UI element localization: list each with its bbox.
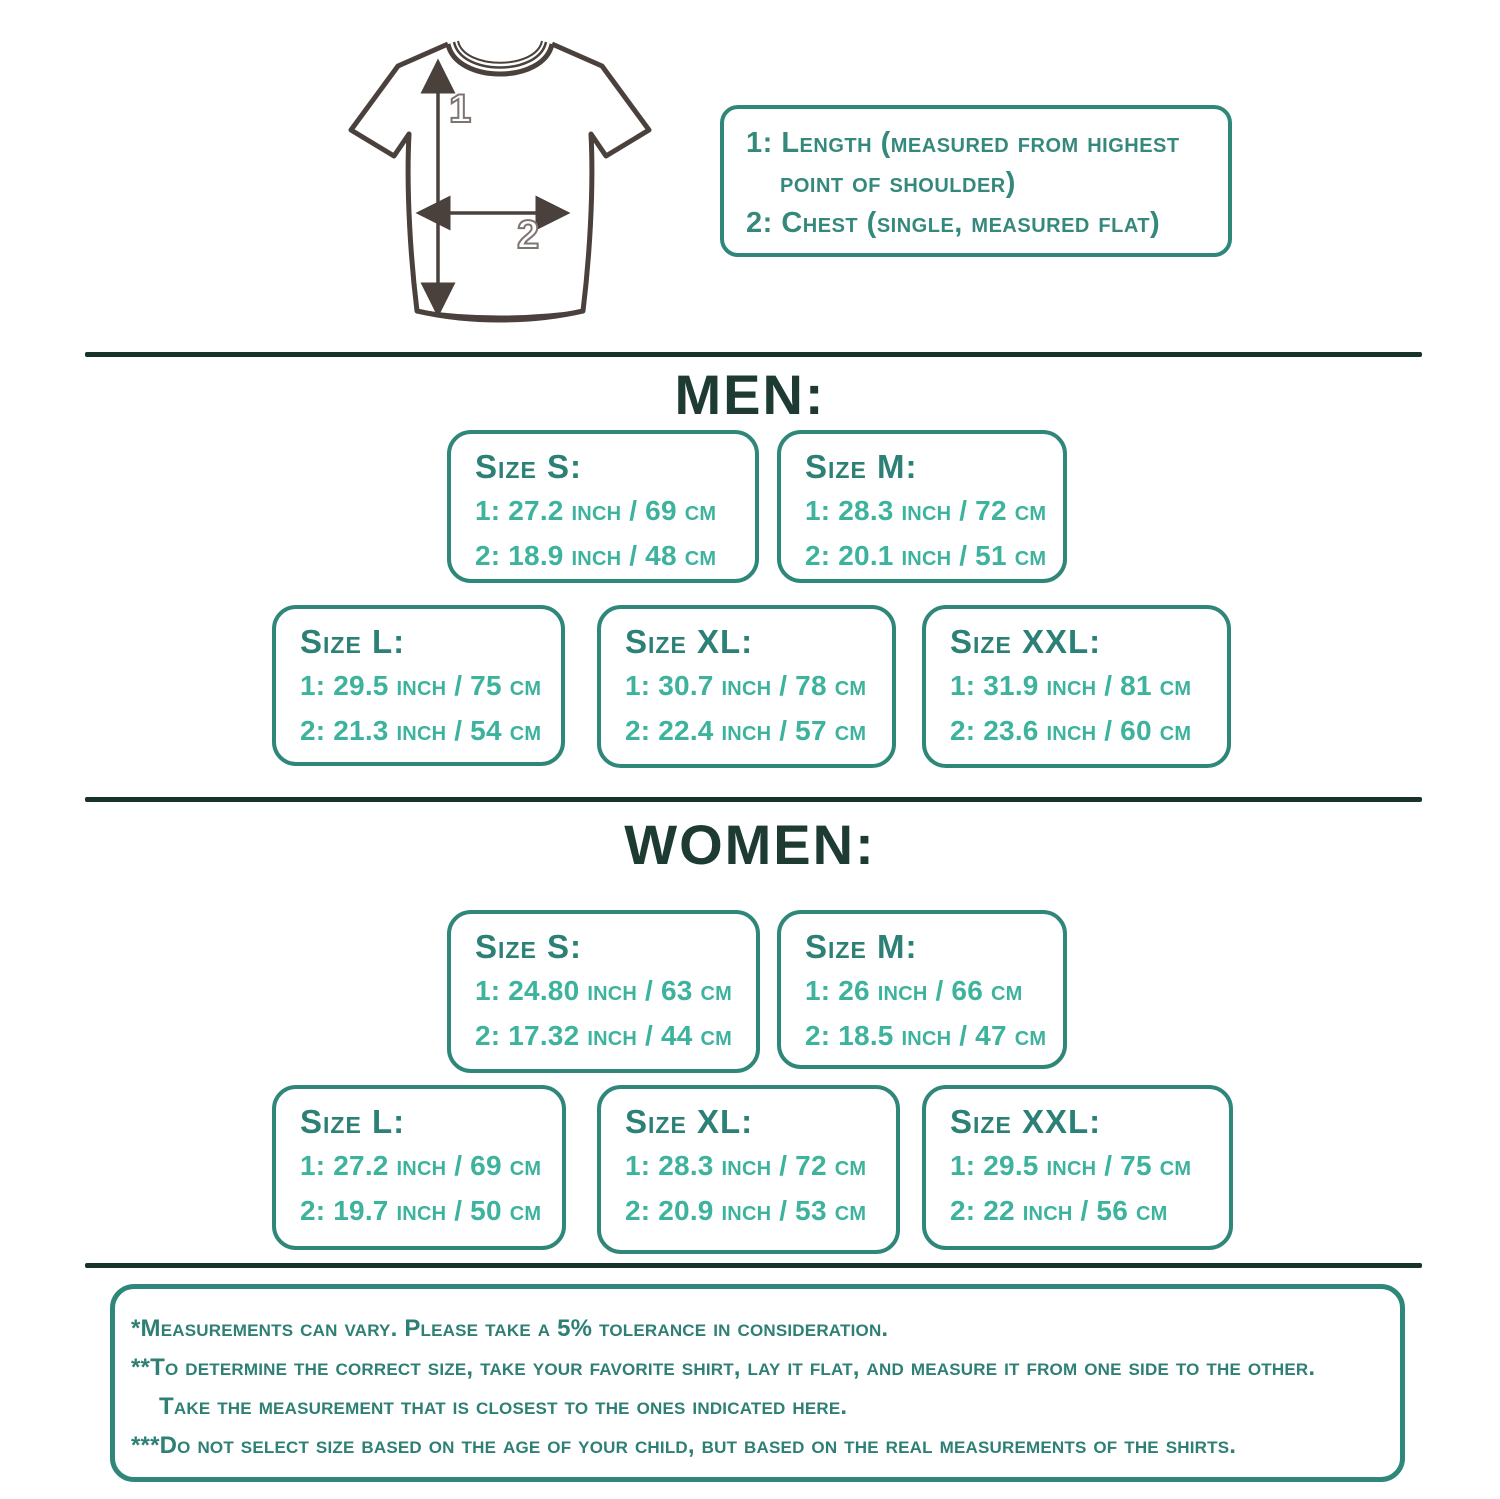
men-size-xxl-box: [922, 605, 1231, 768]
note-child-sizing: ***Do not select size based on the age of your child, but based on the real measurements of the shirts.: [131, 1432, 1237, 1459]
size-chest-value: 2: 20.1 inch / 51 cm: [805, 540, 1047, 571]
size-length-value: 1: 29.5 inch / 75 cm: [300, 670, 542, 701]
size-label: Size XXL:: [950, 1103, 1102, 1140]
men-size-xl-box: [597, 605, 896, 768]
legend-line-length: 1: Length (measured from highest: [746, 127, 1180, 159]
men-size-l-box: [272, 605, 565, 766]
notes-box: [110, 1284, 1405, 1482]
shirt-body-path: [351, 44, 649, 320]
tshirt-outline-drawing: [345, 22, 655, 340]
size-length-value: 1: 29.5 inch / 75 cm: [950, 1150, 1192, 1181]
women-size-xxl-box: [922, 1085, 1233, 1250]
note-how-to-measure-cont: Take the measurement that is closest to the ones indicated here.: [159, 1393, 848, 1420]
measurement-legend-box: [720, 105, 1232, 257]
size-label: Size S:: [475, 928, 582, 965]
size-chest-value: 2: 19.7 inch / 50 cm: [300, 1195, 542, 1226]
note-tolerance: *Measurements can vary. Please take a 5% tolerance in consideration.: [131, 1315, 889, 1342]
size-label: Size S:: [475, 448, 582, 485]
size-chest-value: 2: 20.9 inch / 53 cm: [625, 1195, 867, 1226]
size-label: Size XXL:: [950, 623, 1102, 660]
note-how-to-measure: **To determine the correct size, take your favorite shirt, lay it flat, and measure it from one side to the other.: [131, 1354, 1316, 1381]
men-section-title: MEN:: [674, 363, 826, 426]
size-label: Size L:: [300, 623, 406, 660]
tshirt-measurement-diagram: [345, 22, 655, 340]
size-length-value: 1: 26 inch / 66 cm: [805, 975, 1023, 1006]
size-length-value: 1: 27.2 inch / 69 cm: [475, 495, 717, 526]
women-size-s-box: [447, 910, 760, 1073]
size-length-value: 1: 28.3 inch / 72 cm: [625, 1150, 867, 1181]
men-size-s-box: [447, 430, 759, 583]
separator-line-middle: [85, 797, 1422, 802]
size-length-value: 1: 27.2 inch / 69 cm: [300, 1150, 542, 1181]
size-chest-value: 2: 23.6 inch / 60 cm: [950, 715, 1192, 746]
size-label: Size XL:: [625, 1103, 754, 1140]
size-label: Size XL:: [625, 623, 754, 660]
size-chest-value: 2: 22.4 inch / 57 cm: [625, 715, 867, 746]
separator-line-top: [85, 352, 1422, 357]
size-label: Size M:: [805, 928, 918, 965]
size-chest-value: 2: 17.32 inch / 44 cm: [475, 1020, 732, 1051]
women-size-m-box: [777, 910, 1067, 1069]
separator-line-bottom: [85, 1263, 1422, 1268]
men-size-m-box: [777, 430, 1067, 583]
legend-line-length-cont: point of shoulder): [780, 167, 1016, 199]
women-section-title: WOMEN:: [624, 813, 876, 876]
length-arrow-label: 1: [449, 87, 472, 131]
collar-outer-line: [448, 44, 552, 74]
size-chest-value: 2: 18.9 inch / 48 cm: [475, 540, 717, 571]
size-length-value: 1: 30.7 inch / 78 cm: [625, 670, 867, 701]
size-length-value: 1: 28.3 inch / 72 cm: [805, 495, 1047, 526]
size-label: Size M:: [805, 448, 918, 485]
size-chest-value: 2: 21.3 inch / 54 cm: [300, 715, 542, 746]
size-chest-value: 2: 22 inch / 56 cm: [950, 1195, 1168, 1226]
legend-line-chest: 2: Chest (single, measured flat): [746, 207, 1161, 239]
collar-inner-line-2: [458, 41, 542, 63]
women-size-xl-box: [597, 1085, 900, 1254]
size-label: Size L:: [300, 1103, 406, 1140]
size-length-value: 1: 24.80 inch / 63 cm: [475, 975, 732, 1006]
chest-arrow-label: 2: [517, 213, 540, 257]
size-length-value: 1: 31.9 inch / 81 cm: [950, 670, 1192, 701]
size-chest-value: 2: 18.5 inch / 47 cm: [805, 1020, 1047, 1051]
women-size-l-box: [272, 1085, 566, 1250]
